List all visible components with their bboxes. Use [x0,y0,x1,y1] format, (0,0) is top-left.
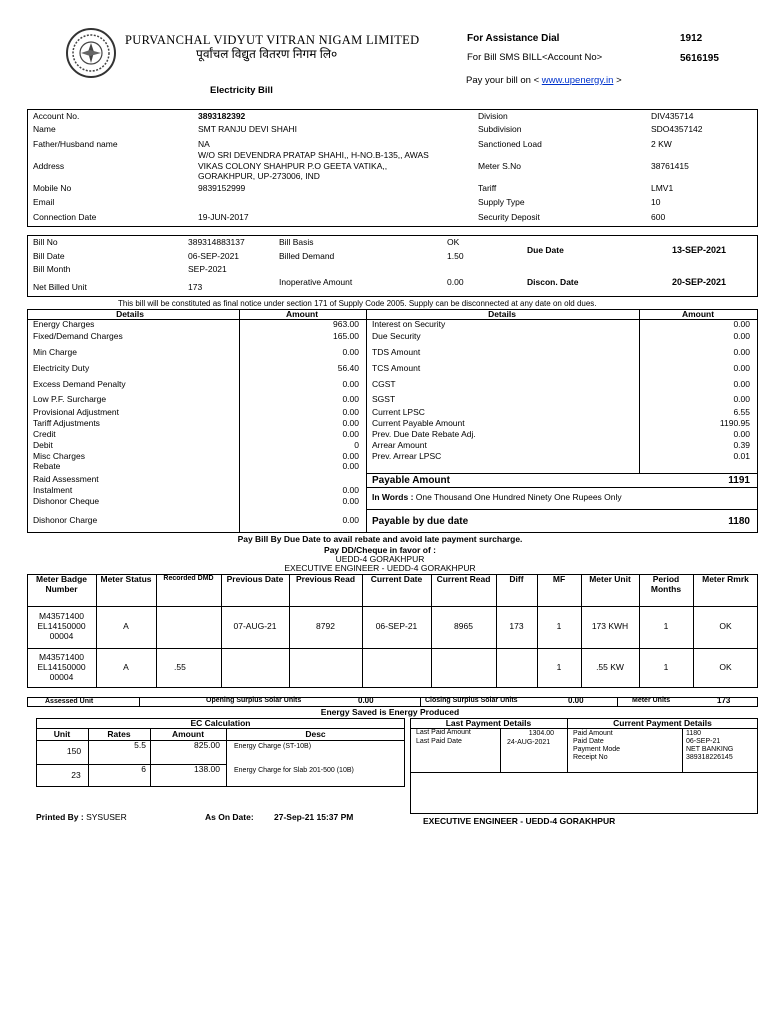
charge-amount: 0.00 [733,394,750,404]
assistance-label: For Assistance Dial [467,33,560,44]
charge-amount: 0.00 [733,429,750,439]
inoperative-amount-label: Inoperative Amount [279,277,353,287]
charge-amount: 963.00 [333,319,359,329]
meter-header-cell: Current Read [436,574,491,584]
charge-amount: 0.00 [342,394,359,404]
connection-date-label: Connection Date [33,212,97,222]
charge-amount: 0.00 [733,319,750,329]
due-date-label: Due Date [527,245,564,255]
meter-cell [156,606,221,648]
ec-unit-2: 23 [71,770,81,780]
charge-amount: 1190.95 [719,418,750,428]
payable-amount: 1191 [728,475,750,486]
ec-unit-header: Unit [53,729,71,739]
charge-label: Debit [33,440,53,450]
charge-amount: 0.00 [342,515,359,525]
meter-header-cell: MF [552,574,566,584]
charge-label: Dishonor Charge [33,515,98,525]
meter-cell: .55 KW [596,662,624,673]
charge-label: Fixed/Demand Charges [33,331,123,341]
charge-amount: 0.00 [342,347,359,357]
payment-mode-label: Payment Mode [573,746,621,753]
assessed-unit-label: Assessed Unit [45,698,94,705]
meter-cell: 1 [663,621,669,632]
meter-header-cell: Period Months [650,574,682,594]
charge-label: Energy Charges [33,319,95,329]
charges-line [366,509,758,510]
upenergy-link[interactable]: www.upenergy.in [541,75,614,86]
meter-cell: 06-SEP-21 [375,621,418,632]
address-line-3: GORAKHPUR, UP-273006, IND [198,171,320,181]
charge-label: Raid Assessment [33,474,99,484]
tariff-value: LMV1 [651,183,674,193]
net-billed-unit: 173 [188,282,203,292]
details-header-right: Details [488,309,516,319]
pay-prefix: Pay your bill on < [466,75,540,86]
charge-label: Low P.F. Surcharge [33,394,107,404]
meter-cell: 173 KWH [591,621,629,632]
current-payment-title: Current Payment Details [613,718,712,728]
supply-type: 10 [651,197,661,207]
closing-solar: 0.00 [568,696,584,705]
receipt-no-label: Receipt No [573,754,608,761]
charge-label: SGST [372,394,396,404]
meter-header-cell: Previous Read [295,574,356,584]
meter-cell: M43571400 EL14150000 00004 [37,611,86,641]
amount-header-right: Amount [681,309,715,319]
opening-solar: 0.00 [358,696,374,705]
details-header-left: Details [116,309,144,319]
ec-amount-2: 138.00 [194,764,220,774]
ec-rates-header: Rates [107,729,131,739]
final-notice: This bill will be constituted as final notice under section 171 of Supply Code 2005. Supply can be disconnected at any date on old dues. [118,299,597,308]
paid-amount-label: Paid Amount [573,730,613,737]
meter-header-cell: Recorded DMD [163,575,214,582]
bill-title: Electricity Bill [210,85,273,96]
address-label: Address [33,161,65,171]
ec-amount-header: Amount [171,729,205,739]
printed-by-value: SYSUSER [86,812,127,822]
closing-solar-label: Closing Surplus Solar Units [425,697,518,704]
assistance-number: 1912 [680,33,703,44]
charge-label: Min Charge [33,347,77,357]
charges-divider [639,309,640,473]
meter-cell: .55 [174,662,186,673]
meter-cell: A [123,621,129,632]
solar-divider [420,697,421,707]
charge-label: Prev. Due Date Rebate Adj. [372,429,476,439]
charge-label: Provisional Adjustment [33,407,119,417]
mobile-value: 9839152999 [198,183,246,193]
charge-amount: 0.00 [342,496,359,506]
meter-cell: A [123,662,129,673]
sms-number: 5616195 [680,53,719,64]
meter-header-cell: Current Date [370,574,423,584]
charge-amount: 0.00 [733,347,750,357]
opening-solar-label: Opening Surplus Solar Units [206,697,302,704]
charge-label: Interest on Security [372,319,446,329]
charge-amount: 0.00 [342,418,359,428]
pay-info-line-2: Pay DD/Cheque in favor of : [324,545,436,555]
charge-amount: 0.39 [733,440,750,450]
emblem-icon [68,30,114,76]
father-value: NA [198,139,210,149]
last-paid-date-label: Last Paid Date [416,738,462,745]
company-name: PURVANCHAL VIDYUT VITRAN NIGAM LIMITED [125,33,420,47]
meter-header-cell: Previous Date [226,574,284,584]
charge-amount: 0.00 [733,379,750,389]
last-payment-title: Last Payment Details [445,718,532,728]
charge-label: Tariff Adjustments [33,418,100,428]
meter-cell: 1 [556,662,562,673]
security-deposit: 600 [651,212,666,222]
payable-by-due: 1180 [728,516,750,527]
address-line-1: W/O SRI DEVENDRA PRATAP SHAHI,, H-NO.B-135,, AWAS [198,150,429,160]
charge-label: Prev. Arrear LPSC [372,451,442,461]
charges-line [366,473,758,474]
billed-demand: 1.50 [447,251,464,261]
company-logo [66,28,116,78]
billed-demand-label: Billed Demand [279,251,335,261]
bill-month: SEP-2021 [188,264,227,274]
charge-label: TDS Amount [372,347,421,357]
subdivision-value: SDO4357142 [651,124,703,134]
meter-header-cell: Meter Unit [589,574,631,584]
ec-rate-1: 5.5 [134,740,146,750]
pay-info-line-1: Pay Bill By Due Date to avail rebate and avoid late payment surcharge. [237,534,523,544]
sanctioned-load: 2 KW [651,139,672,149]
meter-cell: OK [719,662,732,673]
email-label: Email [33,197,55,207]
meter-cell [289,648,362,688]
as-on-date: 27-Sep-21 15:37 PM [274,812,354,822]
charge-amount: 0.00 [342,451,359,461]
ec-rate-2: 6 [141,764,146,774]
in-words [372,493,622,502]
meter-units-label: Meter Units [632,697,671,704]
bill-info-box [27,235,758,297]
meter-header-cell: Meter Status [100,574,152,584]
bill-no-label: Bill No [33,237,58,247]
meter-cell: 1 [663,662,669,673]
meter-cell: M43571400 EL14150000 00004 [37,652,86,682]
charges-line [366,487,758,488]
net-billed-unit-label: Net Billed Unit [33,282,87,292]
supply-type-label: Supply Type [478,197,525,207]
tariff-label: Tariff [478,183,497,193]
subdivision-label: Subdivision [478,124,522,134]
ec-desc-header: Desc [305,729,326,739]
last-paid-amount-label: Last Paid Amount [416,729,471,736]
discon-date: 20-SEP-2021 [672,277,727,287]
due-date: 13-SEP-2021 [672,245,727,255]
bill-no: 389314883137 [188,237,245,247]
bill-basis: OK [447,237,460,247]
pay-suffix: > [616,75,622,86]
meter-cell: 1 [556,621,562,632]
customer-info-box [27,109,758,227]
charge-amount: 0.00 [342,407,359,417]
bill-date: 06-SEP-2021 [188,251,240,261]
inoperative-amount: 0.00 [447,277,464,287]
last-paid-date: 24-AUG-2021 [507,739,551,746]
ec-amount-1: 825.00 [194,740,220,750]
name-label: Name [33,124,56,134]
meter-cell: 07-AUG-21 [233,621,277,632]
energy-saved-slogan: Energy Saved is Energy Produced [320,707,460,717]
division-value: DIV435714 [651,111,694,121]
charge-label: Excess Demand Penalty [33,379,126,389]
charge-amount: 0.00 [342,379,359,389]
paid-amount: 1180 [686,730,702,737]
charges-divider [239,309,240,533]
charge-amount: 0.00 [733,331,750,341]
charge-label: Due Security [372,331,421,341]
pay-info-line-3: UEDD-4 GORAKHPUR [335,554,425,564]
charge-label: Instalment [33,485,73,495]
amount-header-left: Amount [285,309,319,319]
meter-cell [431,648,496,688]
meter-units: 173 [717,696,731,705]
in-words-label: In Words : [372,492,414,502]
account-no-label: Account No. [33,111,80,121]
charge-amount: 0.00 [733,363,750,373]
ec-unit-1: 150 [66,746,82,756]
meter-cell: 8792 [316,621,335,632]
in-words-value: One Thousand One Hundred Ninety One Rupees Only [415,492,622,502]
charge-amount: 165.00 [333,331,359,341]
payment-line [410,772,758,773]
charge-label: Misc Charges [33,451,85,461]
security-deposit-label: Security Deposit [478,212,540,222]
sanctioned-load-label: Sanctioned Load [478,139,542,149]
receipt-no: 389318226145 [686,754,733,761]
meter-header-cell: Diff [509,574,524,584]
meter-cell [221,648,289,688]
charge-label: Electricity Duty [33,363,90,373]
charge-label: Current Payable Amount [372,418,465,428]
charge-label: Dishonor Cheque [33,496,100,506]
meter-cell: 8965 [454,621,473,632]
bill-basis-label: Bill Basis [279,237,314,247]
charge-amount: 0 [354,440,359,450]
paid-date: 06-SEP-21 [686,738,721,745]
charge-amount: 0.01 [733,451,750,461]
account-no: 3893182392 [198,111,246,121]
printed-by-label: Printed By : [36,812,84,822]
meter-cell [362,648,431,688]
company-name-hindi: पूर्वांचल विद्युत वितरण निगम लि० [196,47,338,61]
charge-label: CGST [372,379,396,389]
ec-desc-1: Energy Charge (ST-10B) [234,743,312,750]
meter-cell: 173 [509,621,524,632]
charge-label: TCS Amount [372,363,421,373]
ec-calculation-title: EC Calculation [190,718,251,728]
payment-mode: NET BANKING [686,746,734,753]
name-value: SMT RANJU DEVI SHAHI [198,124,298,134]
charge-amount: 56.40 [337,363,359,373]
meter-sno: 38761415 [651,161,689,171]
meter-cell: OK [719,621,732,632]
meter-header-cell: Meter Badge Number [35,574,87,594]
payable-amount-label: Payable Amount [372,475,450,486]
charge-amount: 0.00 [342,429,359,439]
charge-label: Arrear Amount [372,440,427,450]
charge-label: Credit [33,429,56,439]
address-line-2: VIKAS COLONY SHAHPUR P.O GEETA VATIKA,, [198,161,388,171]
bill-month-label: Bill Month [33,264,71,274]
charge-label: Current LPSC [372,407,425,417]
pay-info-line-4: EXECUTIVE ENGINEER - UEDD-4 GORAKHPUR [284,563,476,573]
connection-date: 19-JUN-2017 [198,212,249,222]
charge-amount: 0.00 [342,461,359,471]
charge-label: Rebate [33,461,61,471]
printed-by [36,813,127,822]
charge-amount: 0.00 [342,485,359,495]
charge-amount: 6.55 [733,407,750,417]
bill-date-label: Bill Date [33,251,65,261]
father-label: Father/Husband name [33,139,118,149]
solar-divider [617,697,618,707]
meter-sno-label: Meter S.No [478,161,521,171]
division-label: Division [478,111,508,121]
discon-date-label: Discon. Date [527,277,579,287]
last-paid-amount: 1304.00 [528,730,554,737]
meter-cell [496,648,537,688]
solar-divider [139,697,140,707]
as-on-date-label: As On Date: [205,812,254,822]
meter-header-cell: Meter Rmrk [702,574,749,584]
executive-engineer-signature: EXECUTIVE ENGINEER - UEDD-4 GORAKHPUR [423,816,616,826]
mobile-label: Mobile No [33,183,72,193]
payment-divider [682,728,683,772]
charges-divider [366,309,367,533]
paid-date-label: Paid Date [573,738,604,745]
payable-by-due-label: Payable by due date [372,516,469,527]
pay-online-line [466,76,622,86]
sms-label: For Bill SMS BILL<Account No> [467,52,603,63]
ec-desc-2: Energy Charge for Slab 201-500 (10B) [234,767,354,774]
